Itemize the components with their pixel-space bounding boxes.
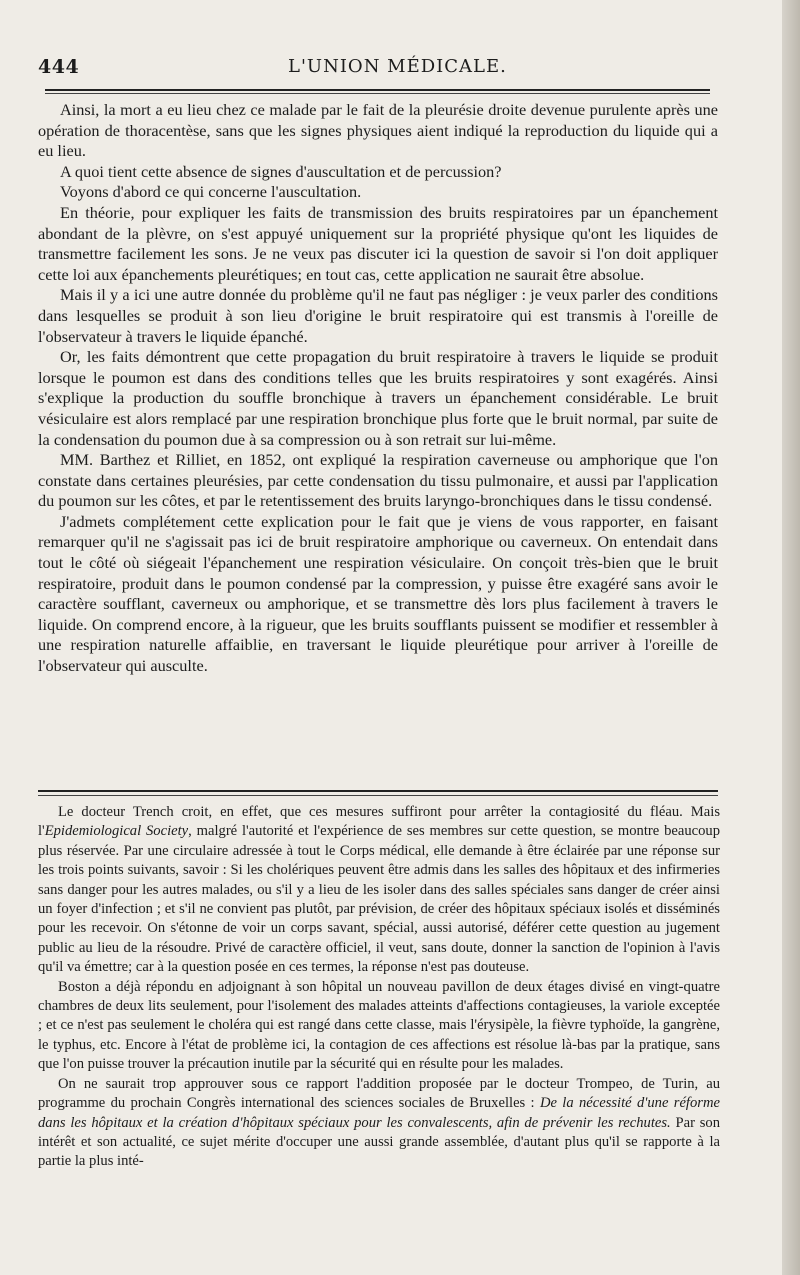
paragraph: Mais il y a ici une autre donnée du problème qu'il ne faut pas négliger : je veux parler des conditions dans lesquelles se produit à son lieu d'origine le bruit respiratoire qui est transmis à l'oreille de l'observateur à travers le liquide épanché. [38, 285, 718, 346]
header-rule-thin [45, 93, 710, 94]
text-run: On ne saurait trop approuver sous ce rapport l'addition proposée par le docteur Trompeo, de Turin, au programme du prochain Congrès international des sciences sociales de Bruxelles : [38, 1075, 720, 1112]
paragraph: Or, les faits démontrent que cette propagation du bruit respiratoire à travers le liquide se produit lorsque le poumon est dans des conditions telles que les bruits respiratoires y sont exagérés. Ainsi s'explique la production du souffle bronchique à travers un épanchement considérable. Le bruit vésiculaire est alors remplacé par une respiration bronchique plus forte que le bruit normal, par suite de la condensation du poumon due à sa compression ou à son retrait sur lui-même. [38, 347, 718, 449]
italic-title: Epidemiological Society [44, 823, 189, 840]
book-edge [782, 0, 800, 1275]
feuilleton-paragraph: Boston a déjà répondu en adjoignant à son hôpital un nouveau pavillon de deux étages divisé en vingt-quatre chambres de deux lits seulement, pour l'isolement des malades atteints d'affections contagieuses, la variole exceptée ; et ce n'est pas seulement le choléra qui est rangé dans cette classe, mais l'érysipèle, la fièvre typhoïde, la gangrène, le typhus, etc. Encore à l'état de problème ici, la contagion de ces affections est résolue là-bas par la pratique, sans que l'on puisse trouver la précaution inutile par la sécurité qui en résulte pour les malades. [38, 978, 720, 1073]
paragraph: J'admets complétement cette explication pour le fait que je viens de vous rapporter, en faisant remarquer qu'il ne s'agissait pas ici de bruit respiratoire amphorique ou caverneux. On entendait dans tout le côté où siégeait l'épanchement une respiration vésiculaire. On conçoit très-bien que le bruit respiratoire, produit dans le poumon condensé par la compression, y puisse être exagéré sans avoir le caractère soufflant, caverneux ou amphorique, et se transmettre dès lors plus facilement à travers le liquide. On comprend encore, à la rigueur, que les bruits soufflants puissent se modifier et ressembler à une respiration naturelle affaiblie, en traversant le liquide pleurétique pour arriver à l'oreille de l'observateur qui ausculte. [38, 511, 718, 676]
paragraph: Voyons d'abord ce qui concerne l'auscultation. [60, 182, 362, 202]
paragraph: A quoi tient cette absence de signes d'auscultation et de percussion? [60, 161, 502, 181]
paragraph: MM. Barthez et Rilliet, en 1852, ont expliqué la respiration caverneuse ou amphorique que l'on constate dans certaines pleurésies, par cette condensation du tissu pulmonaire, et aussi par l'application du poumon sur les côtes, et par le retentissement des bruits laryngo-bronchiques dans le tissu condensé. [38, 450, 718, 511]
page-number: 444 [38, 56, 80, 78]
text-run: , malgré l'autorité et l'expérience de ses membres sur cette question, se montre beaucoup plus réservée. Par une circulaire adressée à tout le Corps médical, elle demande à être éclairée par une réponse sur les trois points suivants, savoir : Si les cholériques peuvent être admis dans les salles des hôpitaux et des infirmeries sans danger pour les autres malades, ou s'il y a lieu de les isoler dans des salles spéciales sans danger de créer ainsi un foyer d'infection ; et s'il ne convient pas plutôt, par prévision, de créer des hôpitaux spéciaux isolés et disséminés pour les recevoir. On s'étonne de voir un corps savant, spécial, aussi autorisé, déférer cette question au jugement public au lieu de la résoudre. Privé de caractère officiel, il veut, sans doute, donner la sanction de l'opinion à l'avis qu'il va émettre; car à la question posée en ces termes, la réponse n'est pas douteuse. [38, 823, 720, 976]
feuilleton-section [38, 803, 720, 1172]
text-run: Par son intérêt et son actualité, ce sujet mérite d'occuper une aussi grande assemblée, d'autant plus qu'il se rapporte à la partie la plus inté- [38, 1114, 720, 1170]
feuilleton-rule [38, 790, 718, 792]
article-body [38, 100, 718, 677]
page-header [38, 52, 718, 82]
text-run: Le docteur Trench croit, en effet, que ces mesures suffiront pour arrêter la contagiosité du fléau. Mais l' [38, 804, 720, 840]
paragraph: Ainsi, la mort a eu lieu chez ce malade par le fait de la pleurésie droite devenue purulente après une opération de thoracentèse, sans que les signes physiques aient indiqué la reproduction du liquide qui a eu lieu. [38, 100, 718, 161]
header-rule [45, 89, 710, 91]
paragraph: En théorie, pour expliquer les faits de transmission des bruits respiratoires par un épanchement abondant de la plèvre, on s'est appuyé uniquement sur la propriété physique qu'ont les liquides de transmettre facilement les sons. Je ne veux pas discuter ici la question de savoir si l'on doit appliquer cette loi aux épanchements pleurétiques; en tout cas, cette application ne saurait être absolue. [38, 202, 718, 284]
running-head: L'UNION MÉDICALE. [288, 56, 507, 77]
feuilleton-rule-thin [38, 795, 718, 796]
italic-quote: De la nécessité d'une réforme dans les hôpitaux et la création d'hôpitaux spéciaux pour les convalescents, afin de prévenir les rechutes. [38, 1095, 720, 1131]
feuilleton-paragraph [38, 1075, 720, 1172]
feuilleton-paragraph [38, 803, 720, 978]
